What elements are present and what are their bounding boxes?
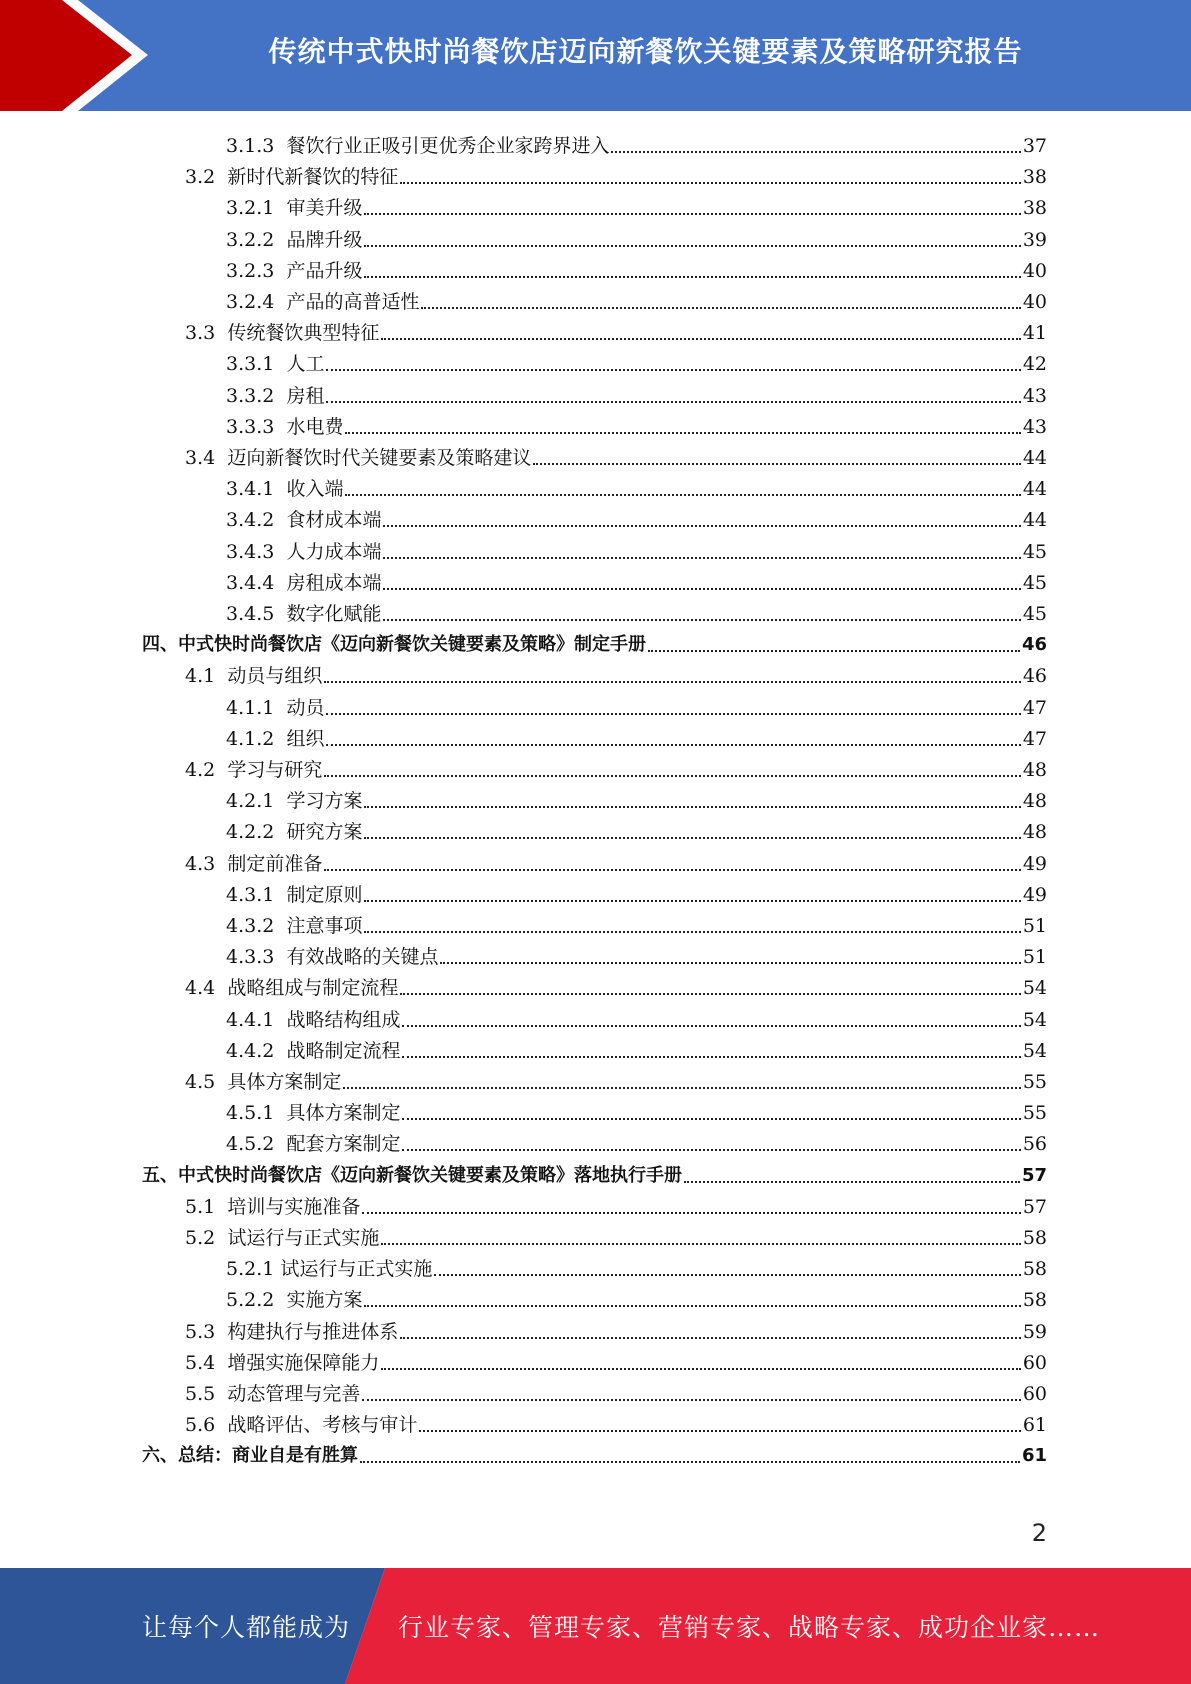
toc-entry[interactable] <box>185 1219 1047 1250</box>
toc-entry[interactable] <box>226 1250 1047 1281</box>
toc-entry-title: 试运行与正式实施 <box>280 1258 433 1280</box>
toc-entry-title: 战略评估、考核与审计 <box>227 1414 418 1436</box>
toc-dot-leader <box>324 681 1020 683</box>
toc-dot-leader <box>421 307 1020 309</box>
toc-entry[interactable] <box>185 657 1047 688</box>
toc-number-gap <box>274 540 286 564</box>
toc-entry-title: 产品升级 <box>286 260 363 282</box>
toc-entry-number: 3.2.2 <box>226 229 275 251</box>
toc-entry-page: 43 <box>1022 416 1047 438</box>
toc-number-gap <box>215 852 227 876</box>
toc-entry-title: 总结：商业自是有胜算 <box>178 1445 358 1466</box>
toc-entry-number: 4.5.1 <box>226 1102 275 1124</box>
toc-entry-page: 49 <box>1022 853 1047 875</box>
toc-entry[interactable] <box>226 689 1047 720</box>
toc-entry-title: 迈向新餐饮时代关键要素及策略建议 <box>227 447 532 469</box>
toc-entry-page: 44 <box>1022 509 1047 531</box>
toc-dot-leader <box>402 1118 1020 1120</box>
toc-number-gap <box>274 477 286 501</box>
toc-entry[interactable] <box>185 1375 1047 1406</box>
toc-entry[interactable] <box>226 1001 1047 1032</box>
toc-entry-title: 房租成本端 <box>286 572 382 594</box>
toc-entry-number: 5.2 <box>185 1227 216 1249</box>
toc-entry-number: 4.4.1 <box>226 1009 275 1031</box>
toc-entry-number: 五、 <box>142 1165 178 1186</box>
toc-entry[interactable] <box>185 1406 1047 1437</box>
toc-number-gap <box>215 1382 227 1406</box>
toc-number-gap <box>274 820 286 844</box>
toc-entry[interactable] <box>226 1281 1047 1312</box>
toc-dot-leader <box>362 1212 1020 1214</box>
header-chevron-decoration <box>0 0 160 111</box>
toc-entry-number: 4.5.2 <box>226 1133 275 1155</box>
toc-entry-page: 54 <box>1022 1009 1047 1031</box>
toc-entry-number: 3.4.5 <box>226 603 275 625</box>
toc-dot-leader <box>383 525 1020 527</box>
toc-number-gap <box>274 290 286 314</box>
toc-entry[interactable] <box>226 1125 1047 1156</box>
toc-entry[interactable] <box>142 1157 1047 1188</box>
toc-entry-title: 注意事项 <box>286 915 363 937</box>
toc-entry[interactable] <box>226 1032 1047 1063</box>
toc-entry-title: 品牌升级 <box>286 229 363 251</box>
toc-entry-page: 47 <box>1022 728 1047 750</box>
toc-dot-leader <box>440 962 1020 964</box>
toc-entry-title: 动态管理与完善 <box>227 1383 361 1405</box>
toc-entry[interactable] <box>226 501 1047 532</box>
toc-entry-number: 4.2.1 <box>226 790 275 812</box>
toc-number-gap <box>274 945 286 969</box>
toc-entry-page: 51 <box>1022 946 1047 968</box>
toc-entry-number: 3.2.1 <box>226 197 275 219</box>
toc-number-gap <box>215 976 227 1000</box>
toc-entry-page: 38 <box>1022 166 1047 188</box>
toc-number-gap <box>274 696 286 720</box>
toc-entry-page: 58 <box>1022 1289 1047 1311</box>
toc-dot-leader <box>324 869 1020 871</box>
toc-entry[interactable] <box>226 533 1047 564</box>
toc-entry-number: 3.2.4 <box>226 291 275 313</box>
toc-entry[interactable] <box>185 314 1047 345</box>
toc-entry-title: 实施方案 <box>286 1289 363 1311</box>
toc-entry-page: 45 <box>1022 541 1047 563</box>
toc-entry-title: 产品的高普适性 <box>286 291 420 313</box>
toc-entry-title: 传统餐饮典型特征 <box>227 322 380 344</box>
toc-number-gap <box>274 727 286 751</box>
toc-dot-leader <box>533 463 1020 465</box>
toc-entry-number: 4.3.2 <box>226 915 275 937</box>
toc-entry-title: 审美升级 <box>286 197 363 219</box>
toc-entry-title: 人力成本端 <box>286 541 382 563</box>
toc-entry-number: 3.2.3 <box>226 260 275 282</box>
toc-dot-leader <box>611 151 1020 153</box>
toc-entry-number: 5.5 <box>185 1383 216 1405</box>
toc-dot-leader <box>364 213 1020 215</box>
toc-entry[interactable] <box>226 408 1047 439</box>
toc-dot-leader <box>343 1087 1020 1089</box>
toc-entry-number: 5.3 <box>185 1321 216 1343</box>
toc-entry[interactable] <box>226 377 1047 408</box>
toc-entry-number: 3.4.1 <box>226 478 275 500</box>
toc-entry-page: 49 <box>1022 884 1047 906</box>
page-header <box>0 0 1191 111</box>
toc-entry-title: 人工 <box>286 353 325 375</box>
toc-entry-page: 45 <box>1022 572 1047 594</box>
toc-entry[interactable] <box>226 564 1047 595</box>
toc-entry-page: 61 <box>1021 1445 1047 1466</box>
toc-entry-number: 5.2.2 <box>226 1289 275 1311</box>
toc-number-gap <box>215 165 227 189</box>
toc-dot-leader <box>402 1149 1020 1151</box>
toc-number-gap <box>274 1101 286 1125</box>
toc-entry-title: 增强实施保障能力 <box>227 1352 380 1374</box>
page-footer <box>0 1568 1191 1684</box>
toc-number-gap <box>215 446 227 470</box>
toc-dot-leader <box>383 588 1020 590</box>
toc-dot-leader <box>381 1368 1020 1370</box>
toc-dot-leader <box>364 1305 1020 1307</box>
toc-entry-number: 4.5 <box>185 1071 216 1093</box>
toc-dot-leader <box>326 713 1020 715</box>
toc-entry-title: 培训与实施准备 <box>227 1196 361 1218</box>
toc-entry-page: 44 <box>1022 447 1047 469</box>
toc-entry-page: 46 <box>1022 665 1047 687</box>
toc-entry-page: 40 <box>1022 260 1047 282</box>
toc-dot-leader <box>402 1056 1020 1058</box>
toc-number-gap <box>215 1070 227 1094</box>
toc-entry-number: 3.4.4 <box>226 572 275 594</box>
toc-entry[interactable] <box>226 938 1047 969</box>
toc-number-gap <box>215 1413 227 1437</box>
toc-entry-title: 具体方案制定 <box>286 1102 401 1124</box>
toc-entry-page: 60 <box>1022 1352 1047 1374</box>
toc-dot-leader <box>402 1025 1020 1027</box>
toc-entry[interactable] <box>226 595 1047 626</box>
toc-entry-page: 41 <box>1022 322 1047 344</box>
toc-dot-leader <box>383 619 1020 621</box>
toc-entry-title: 中式快时尚餐饮店《迈向新餐饮关键要素及策略》制定手册 <box>178 634 646 655</box>
toc-entry-title: 有效战略的关键点 <box>286 946 439 968</box>
toc-entry[interactable] <box>185 751 1047 782</box>
toc-dot-leader <box>345 432 1020 434</box>
toc-entry-title: 餐饮行业正吸引更优秀企业家跨界进入 <box>286 135 610 157</box>
toc-entry-number: 4.1 <box>185 665 216 687</box>
toc-dot-leader <box>400 993 1020 995</box>
toc-dot-leader <box>419 1430 1020 1432</box>
toc-entry-number: 3.3 <box>185 322 216 344</box>
toc-number-gap <box>274 883 286 907</box>
toc-entry-page: 46 <box>1021 634 1047 655</box>
toc-entry-page: 61 <box>1022 1414 1047 1436</box>
toc-entry[interactable] <box>185 1344 1047 1375</box>
toc-entry-page: 57 <box>1021 1165 1047 1186</box>
toc-entry-number: 3.3.1 <box>226 353 275 375</box>
toc-entry[interactable] <box>185 439 1047 470</box>
toc-number-gap <box>274 1288 286 1312</box>
toc-entry-page: 54 <box>1022 977 1047 999</box>
toc-dot-leader <box>648 650 1020 652</box>
toc-entry-page: 39 <box>1022 229 1047 251</box>
page-number: 2 <box>1031 1519 1047 1547</box>
toc-number-gap <box>274 789 286 813</box>
toc-entry[interactable] <box>226 813 1047 844</box>
toc-entry[interactable] <box>226 189 1047 220</box>
toc-entry-number: 3.3.3 <box>226 416 275 438</box>
toc-dot-leader <box>362 1399 1020 1401</box>
toc-entry[interactable] <box>185 1313 1047 1344</box>
toc-entry-title: 新时代新餐饮的特征 <box>227 166 399 188</box>
toc-entry[interactable] <box>185 845 1047 876</box>
toc-entry-number: 4.3.3 <box>226 946 275 968</box>
toc-entry-page: 58 <box>1022 1258 1047 1280</box>
toc-number-gap <box>215 1351 227 1375</box>
toc-entry-number: 4.3 <box>185 853 216 875</box>
toc-entry[interactable] <box>185 969 1047 1000</box>
toc-entry-number: 4.2 <box>185 759 216 781</box>
toc-entry-number: 3.4.3 <box>226 541 275 563</box>
toc-entry-page: 47 <box>1022 697 1047 719</box>
toc-dot-leader <box>400 1337 1020 1339</box>
toc-entry-title: 学习与研究 <box>227 759 323 781</box>
toc-entry-number: 六、 <box>142 1445 178 1466</box>
toc-number-gap <box>215 1320 227 1344</box>
toc-entry-page: 56 <box>1022 1133 1047 1155</box>
toc-entry-title: 战略制定流程 <box>286 1040 401 1062</box>
toc-entry-page: 43 <box>1022 385 1047 407</box>
toc-dot-leader <box>434 1274 1020 1276</box>
toc-entry-number: 4.2.2 <box>226 821 275 843</box>
toc-entry-title: 食材成本端 <box>286 509 382 531</box>
toc-entry-page: 48 <box>1022 790 1047 812</box>
toc-number-gap <box>274 914 286 938</box>
toc-dot-leader <box>381 1243 1020 1245</box>
toc-entry-title: 学习方案 <box>286 790 363 812</box>
toc-entry[interactable] <box>226 252 1047 283</box>
toc-dot-leader <box>326 401 1020 403</box>
toc-entry-page: 37 <box>1022 135 1047 157</box>
toc-entry-page: 45 <box>1022 603 1047 625</box>
toc-entry-title: 组织 <box>286 728 325 750</box>
toc-dot-leader <box>381 338 1020 340</box>
toc-entry-page: 48 <box>1022 759 1047 781</box>
toc-entry-title: 数字化赋能 <box>286 603 382 625</box>
toc-entry-number: 3.3.2 <box>226 385 275 407</box>
toc-dot-leader <box>326 369 1020 371</box>
toc-entry[interactable] <box>226 876 1047 907</box>
toc-entry-title: 房租 <box>286 385 325 407</box>
toc-entry-page: 55 <box>1022 1071 1047 1093</box>
toc-dot-leader <box>364 931 1020 933</box>
toc-entry-number: 4.1.1 <box>226 697 275 719</box>
toc-entry-page: 55 <box>1022 1102 1047 1124</box>
toc-entry-number: 5.2.1 <box>226 1258 275 1280</box>
toc-entry-title: 构建执行与推进体系 <box>227 1321 399 1343</box>
toc-number-gap <box>274 134 286 158</box>
toc-entry[interactable] <box>226 221 1047 252</box>
footer-slogan-left: 让每个人都能成为 <box>142 1613 351 1642</box>
toc-entry-page: 60 <box>1022 1383 1047 1405</box>
toc-dot-leader <box>324 775 1020 777</box>
toc-entry[interactable] <box>226 470 1047 501</box>
toc-number-gap <box>274 571 286 595</box>
toc-entry-title: 战略组成与制定流程 <box>227 977 399 999</box>
toc-entry-number: 4.1.2 <box>226 728 275 750</box>
report-title: 传统中式快时尚餐饮店迈向新餐饮关键要素及策略研究报告 <box>268 35 1023 68</box>
toc-entry-number: 4.4 <box>185 977 216 999</box>
toc-entry[interactable] <box>226 345 1047 376</box>
toc-number-gap <box>274 1008 286 1032</box>
footer-slogan-right: 行业专家、管理专家、营销专家、战略专家、成功企业家…… <box>398 1613 1101 1642</box>
toc-entry-page: 57 <box>1022 1196 1047 1218</box>
toc-entry-title: 配套方案制定 <box>286 1133 401 1155</box>
toc-number-gap <box>215 1195 227 1219</box>
toc-number-gap <box>274 352 286 376</box>
toc-number-gap <box>274 196 286 220</box>
toc-entry-page: 58 <box>1022 1227 1047 1249</box>
toc-entry[interactable] <box>185 158 1047 189</box>
toc-entry[interactable] <box>226 283 1047 314</box>
toc-entry-number: 3.2 <box>185 166 216 188</box>
toc-number-gap <box>215 1226 227 1250</box>
toc-entry-number: 3.4 <box>185 447 216 469</box>
toc-entry-title: 战略结构组成 <box>286 1009 401 1031</box>
toc-entry-number: 4.3.1 <box>226 884 275 906</box>
toc-entry-title: 研究方案 <box>286 821 363 843</box>
toc-number-gap <box>215 664 227 688</box>
toc-entry-page: 40 <box>1022 291 1047 313</box>
toc-entry[interactable] <box>142 1437 1047 1468</box>
toc-entry[interactable] <box>226 907 1047 938</box>
toc-entry[interactable] <box>226 782 1047 813</box>
toc-entry-page: 54 <box>1022 1040 1047 1062</box>
toc-entry-page: 44 <box>1022 478 1047 500</box>
toc-number-gap <box>274 1039 286 1063</box>
toc-dot-leader <box>364 837 1020 839</box>
toc-entry-number: 5.4 <box>185 1352 216 1374</box>
toc-number-gap <box>274 228 286 252</box>
toc-number-gap <box>274 384 286 408</box>
toc-entry[interactable] <box>185 1063 1047 1094</box>
toc-number-gap <box>274 259 286 283</box>
toc-number-gap <box>274 602 286 626</box>
toc-dot-leader <box>345 494 1020 496</box>
toc-entry[interactable] <box>226 127 1047 158</box>
toc-entry-title: 具体方案制定 <box>227 1071 342 1093</box>
toc-entry[interactable] <box>226 1094 1047 1125</box>
toc-entry-title: 制定前准备 <box>227 853 323 875</box>
toc-dot-leader <box>684 1181 1020 1183</box>
toc-dot-leader <box>364 900 1020 902</box>
toc-dot-leader <box>364 276 1020 278</box>
toc-dot-leader <box>364 806 1020 808</box>
toc-entry-title: 收入端 <box>286 478 344 500</box>
toc-entry-title: 中式快时尚餐饮店《迈向新餐饮关键要素及策略》落地执行手册 <box>178 1165 682 1186</box>
toc-entry-number: 5.1 <box>185 1196 216 1218</box>
toc-number-gap <box>274 1132 286 1156</box>
toc-entry-page: 42 <box>1022 353 1047 375</box>
toc-dot-leader <box>360 1461 1020 1463</box>
toc-entry-page: 51 <box>1022 915 1047 937</box>
toc-entry[interactable] <box>226 720 1047 751</box>
toc-entry[interactable] <box>185 1188 1047 1219</box>
toc-entry-number: 3.1.3 <box>226 135 275 157</box>
toc-entry-title: 动员 <box>286 697 325 719</box>
toc-entry-number: 5.6 <box>185 1414 216 1436</box>
toc-entry-title: 试运行与正式实施 <box>227 1227 380 1249</box>
toc-number-gap <box>215 321 227 345</box>
toc-dot-leader <box>326 744 1020 746</box>
toc-number-gap <box>274 508 286 532</box>
toc-dot-leader <box>364 245 1020 247</box>
toc-entry-title: 水电费 <box>286 416 344 438</box>
toc-entry-page: 48 <box>1022 821 1047 843</box>
toc-entry-page: 38 <box>1022 197 1047 219</box>
toc-entry-page: 59 <box>1022 1321 1047 1343</box>
toc-number-gap <box>215 758 227 782</box>
toc-entry-number: 四、 <box>142 634 178 655</box>
toc-dot-leader <box>400 182 1020 184</box>
toc-entry-title: 动员与组织 <box>227 665 323 687</box>
toc-entry-number: 4.4.2 <box>226 1040 275 1062</box>
toc-entry-number: 3.4.2 <box>226 509 275 531</box>
toc-entry-title: 制定原则 <box>286 884 363 906</box>
toc-number-gap <box>274 415 286 439</box>
toc-entry[interactable] <box>142 626 1047 657</box>
toc-dot-leader <box>383 557 1020 559</box>
